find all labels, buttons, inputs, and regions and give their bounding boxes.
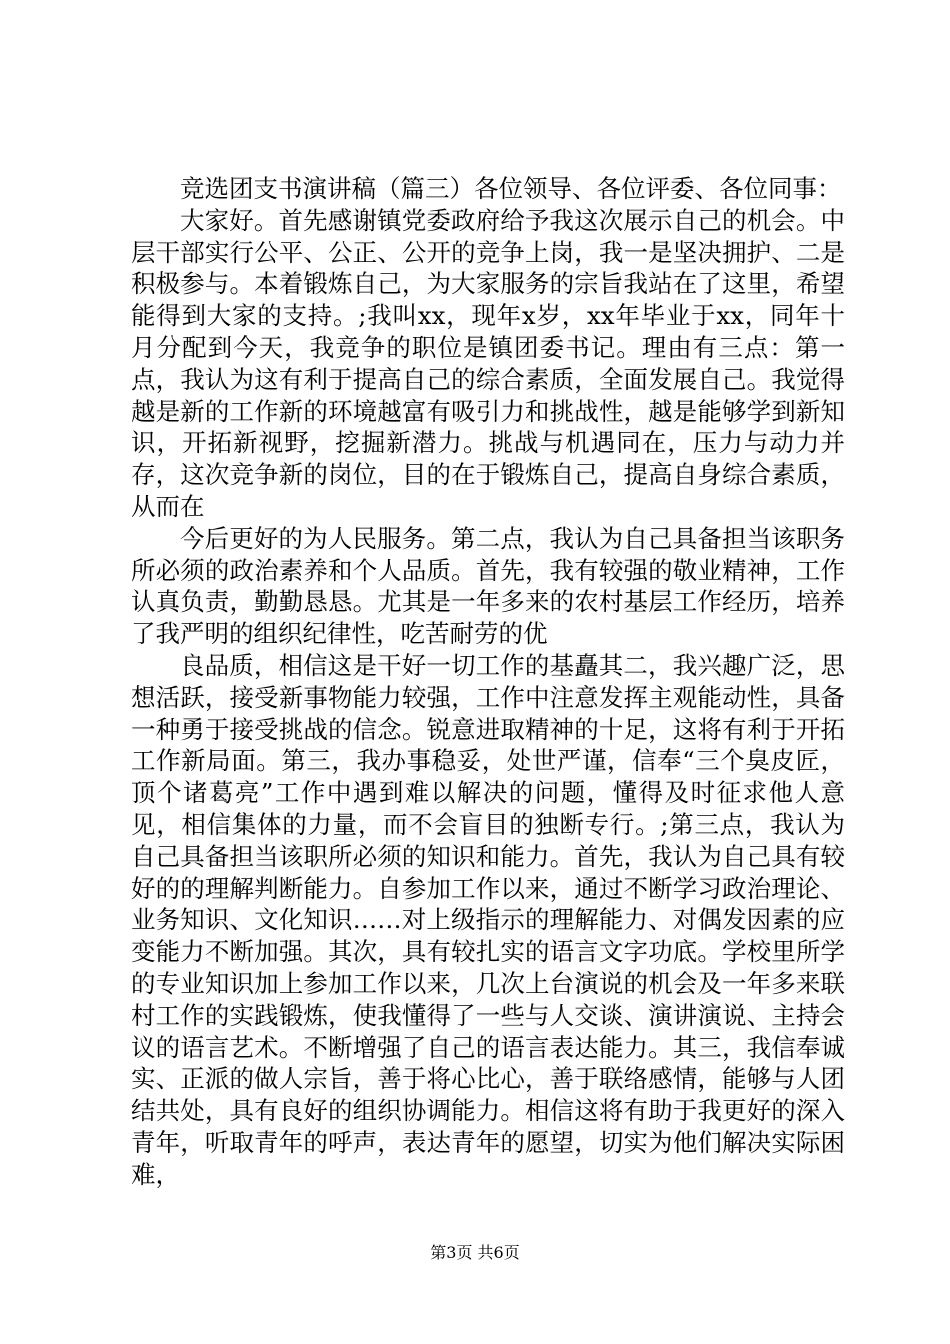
page-number-footer: 第3页 共6页 (430, 1243, 520, 1262)
document-body (131, 173, 845, 1191)
paragraph-3: 今后更好的为人民服务。第二点，我认为自己具备担当该职务所必须的政治素养和个人品质。首先，我有较强的敬业精神，工作认真负责，勤勤恳恳。尤其是一年多来的农村基层工作经历，培养了我严明的组织纪律性，吃苦耐劳的优 (131, 523, 845, 649)
paragraph-2: 大家好。首先感谢镇党委政府给予我这次展示自己的机会。中层干部实行公平、公正、公开的竞争上岗，我一是坚决拥护、二是积极参与。本着锻炼自己，为大家服务的宗旨我站在了这里，希望能得到大家的支持。;我叫xx，现年x岁，xx年毕业于xx，同年十月分配到今天，我竞争的职位是镇团委书记。理由有三点：第一点，我认为这有利于提高自己的综合素质，全面发展自己。我觉得越是新的工作新的环境越富有吸引力和挑战性，越是能够学到新知识，开拓新视野，挖掘新潜力。挑战与机遇同在，压力与动力并存，这次竞争新的岗位，目的在于锻炼自己，提高自身综合素质，从而在 (131, 205, 845, 521)
paragraph-1: 竞选团支书演讲稿（篇三）各位领导、各位评委、各位同事： (180, 174, 842, 203)
paragraph-4: 良品质，相信这是干好一切工作的基矗其二，我兴趣广泛，思想活跃，接受新事物能力较强，工作中注意发挥主观能动性，具备一种勇于接受挑战的信念。锐意进取精神的十足，这将有利于开拓工作新局面。第三，我办事稳妥，处世严谨，信奉“三个臭皮匠，顶个诸葛亮”工作中遇到难以解决的问题，懂得及时征求他人意见，相信集体的力量，而不会盲目的独断专行。;第三点，我认为自己具备担当该职所必须的知识和能力。首先，我认为自己具有较好的的理解判断能力。自参加工作以来，通过不断学习政治理论、业务知识、文化知识……对上级指示的理解能力、对偶发因素的应变能力不断加强。其次，具有较扎实的语言文字功底。学校里所学的专业知识加上参加工作以来，几次上台演说的机会及一年多来联村工作的实践锻炼，使我懂得了一些与人交谈、演讲演说、主持会议的语言艺术。不断增强了自己的语言表达能力。其三，我信奉诚实、正派的做人宗旨，善于将心比心，善于联络感情，能够与人团结共处，具有良好的组织协调能力。相信这将有助于我更好的深入青年，听取青年的呼声，表达青年的愿望，切实为他们解决实际困难， (131, 650, 845, 1189)
